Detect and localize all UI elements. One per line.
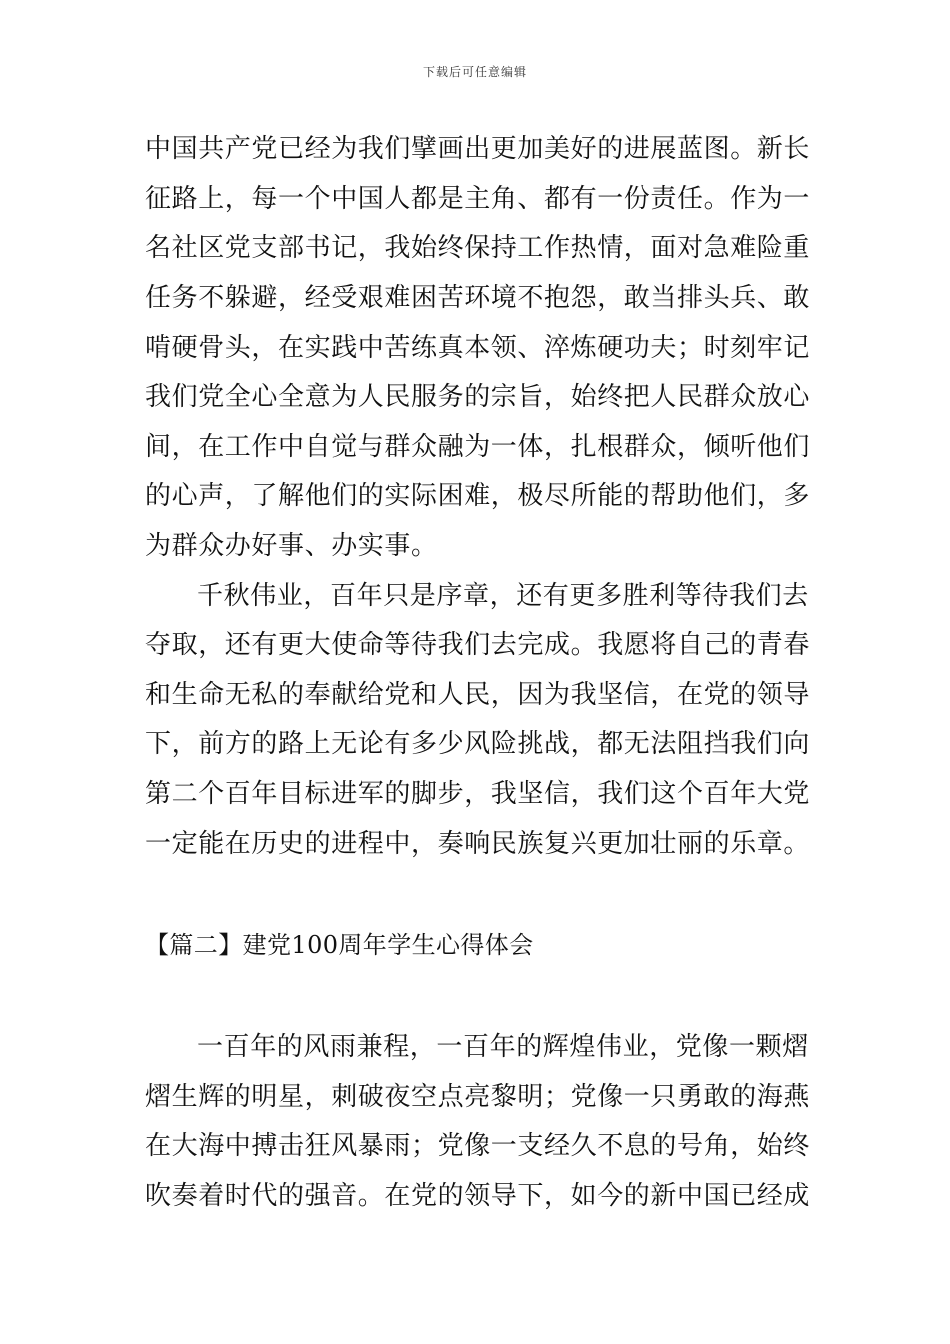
page-header-note: 下载后可任意编辑: [422, 65, 527, 79]
text-line: 和生命无私的奉献给党和人民，因为我坚信，在党的领导: [145, 680, 810, 710]
section-heading: 【篇二】建党100周年学生心得体会: [145, 931, 534, 959]
text-line: 在大海中搏击狂风暴雨；党像一支经久不息的号角，始终: [145, 1131, 810, 1161]
text-line: 夺取，还有更大使命等待我们去完成。我愿将自己的青春: [145, 630, 810, 660]
text-line: 吹奏着时代的强音。在党的领导下，如今的新中国已经成: [145, 1181, 810, 1211]
text-line: 第二个百年目标进军的脚步，我坚信，我们这个百年大党: [145, 779, 810, 809]
text-line: 的心声，了解他们的实际困难，极尽所能的帮助他们，多: [145, 481, 810, 511]
text-line: 名社区党支部书记，我始终保持工作热情，面对急难险重: [145, 233, 810, 263]
text-line: 熠生辉的明星，刺破夜空点亮黎明；党像一只勇敢的海燕: [145, 1082, 810, 1112]
text-line: 千秋伟业，百年只是序章，还有更多胜利等待我们去: [197, 581, 809, 611]
text-line: 我们党全心全意为人民服务的宗旨，始终把人民群众放心: [145, 382, 810, 412]
text-line: 征路上，每一个中国人都是主角、都有一份责任。作为一: [145, 184, 810, 214]
text-line: 一定能在历史的进程中，奏响民族复兴更加壮丽的乐章。: [145, 829, 810, 859]
text-line: 中国共产党已经为我们擘画出更加美好的进展蓝图。新长: [145, 134, 810, 164]
text-line: 任务不躲避，经受艰难困苦环境不抱怨，敢当排头兵、敢: [145, 283, 810, 313]
text-line: 为群众办好事、办实事。: [145, 531, 438, 561]
text-line: 啃硬骨头，在实践中苦练真本领、淬炼硬功夫；时刻牢记: [145, 333, 810, 363]
text-line: 下，前方的路上无论有多少风险挑战，都无法阻挡我们向: [145, 729, 810, 759]
text-line: 一百年的风雨兼程，一百年的辉煌伟业，党像一颗熠: [197, 1032, 809, 1062]
text-line: 间，在工作中自觉与群众融为一体，扎根群众，倾听他们: [145, 432, 810, 462]
